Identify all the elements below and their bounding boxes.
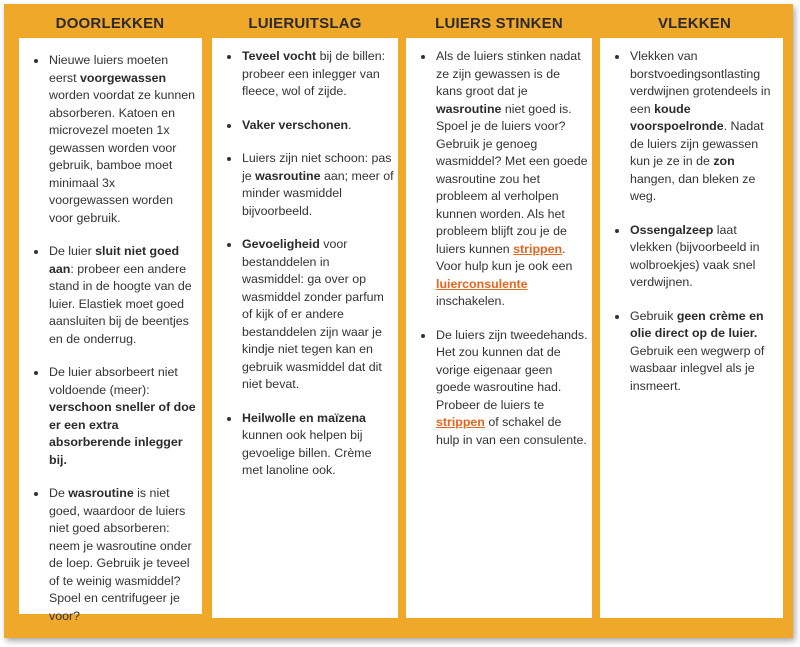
tips-list [19, 52, 202, 625]
tip-text: De luier [49, 244, 96, 258]
tip-text: : probeer een andere stand in de hoogte van de luier. Elastiek moet goed aansluiten bij de beentjes en de onderrug. [49, 261, 192, 346]
column-card [212, 38, 398, 618]
column-luieruitslag [208, 4, 402, 638]
link-strippen[interactable]: strippen [436, 415, 485, 429]
tip-text: kunnen ook helpen bij gevoelige billen. Crème met lanoline ook. [242, 428, 372, 477]
link-luierconsulente[interactable]: luierconsulente [436, 276, 528, 291]
tip-item [212, 410, 398, 480]
tip-item [212, 236, 398, 394]
tip-item [600, 308, 783, 396]
tip-text: inschakelen. [436, 294, 505, 308]
tip-item [19, 243, 202, 348]
tip-text: niet goed is. Spoel je de luiers voor? Gebruik je genoeg wasmiddel? Met een goede wasroutine zou het probleem al verholpen kunnen worden. Als het probleem blijft zou je de luiers kunnen [436, 101, 588, 256]
emphasis-text: zon [713, 154, 735, 168]
tip-item [19, 364, 202, 469]
tip-text: of schakel de hulp in van een consulente. [436, 415, 587, 447]
tip-text: Nieuwe luiers moeten eerst [49, 53, 169, 85]
tip-text: De luiers zijn tweedehands. Het zou kunnen dat de vorige eigenaar geen goede wasroutine had. Probeer de luiers te [436, 327, 588, 412]
tip-item [19, 485, 202, 625]
column-card [406, 38, 592, 618]
emphasis-text: wasroutine [68, 486, 134, 500]
link-strippen[interactable]: strippen [513, 241, 563, 256]
tips-list [212, 48, 398, 480]
column-title: LUIERS STINKEN [435, 15, 563, 32]
tip-item [406, 48, 592, 311]
tip-text: worden voordat ze kunnen absorberen. Katoen en microvezel moeten 1x gewassen worden voor gebruik, bamboe moet minimaal 3x voorgewassen worden voor gebruik. [49, 88, 196, 225]
tip-item [600, 48, 783, 206]
tip-text: voor bestanddelen in wasmiddel: ga over op wasmiddel zonder parfum of kijk of er andere bestanddelen zijn waar je kindje niet tegen kan en gebruik wasmiddel dat dit niet bevat. [242, 237, 384, 391]
tip-text: bij de billen: probeer een inlegger van fleece, wol of zijde. [242, 49, 386, 98]
tips-list [600, 48, 783, 395]
tip-text: . [348, 117, 352, 132]
emphasis-text: Vaker verschonen [242, 117, 349, 132]
tip-item [212, 150, 398, 220]
emphasis-text: sluit niet goed aan [49, 244, 180, 276]
emphasis-text: wasroutine [436, 101, 502, 116]
tip-text: hangen, dan bleken ze weg. [630, 171, 756, 203]
emphasis-text: koude voorspoelronde [630, 101, 724, 133]
emphasis-text: Ossengalzeep [630, 222, 714, 237]
emphasis-text: verschoon sneller of doe er een extra absorberende inlegger bij. [49, 400, 196, 467]
tip-text: De luier absorbeert niet voldoende (meer): [49, 365, 178, 397]
column-luiers-stinken [402, 4, 596, 638]
tip-item [19, 52, 202, 227]
tip-text: De [49, 486, 69, 500]
tip-text: aan; meer of minder wasmiddel bijvoorbeeld. [242, 168, 394, 218]
column-card [19, 38, 202, 623]
column-doorlekken [4, 4, 216, 638]
emphasis-text: geen crème en olie direct op de luier. [630, 308, 764, 340]
tip-text: Als de luiers stinken nadat ze zijn gewassen is de kans groot dat je [436, 49, 581, 98]
column-vlekken [596, 4, 793, 638]
tip-text: . Nadat de luiers zijn gewassen kun je ze in de [630, 119, 764, 168]
tip-text: laat vlekken (bijvoorbeeld in wolbroekjes) vaak snel verdwijnen. [630, 222, 760, 289]
tip-text: Luiers zijn niet schoon: pas je [242, 151, 392, 183]
tip-text: . Voor hulp kun je ook een [436, 241, 573, 273]
tip-item [212, 117, 398, 135]
tip-item [406, 327, 592, 450]
column-title: DOORLEKKEN [55, 15, 165, 32]
tips-list [406, 48, 592, 449]
tips-board [4, 4, 793, 638]
tip-text: Vlekken van borstvoedingsontlasting verdwijnen grotendeels in een [630, 49, 771, 116]
tip-item [212, 48, 398, 101]
tip-text: is niet goed, waardoor de luiers niet goed absorberen: neem je wasroutine onder de loep. Gebruik je teveel of te weinig wasmiddel? Spoel en centrifugeer je voor? [49, 486, 192, 623]
column-title: VLEKKEN [657, 15, 732, 32]
emphasis-text: wasroutine [255, 168, 321, 183]
emphasis-text: Teveel vocht [242, 49, 317, 63]
tip-text: Gebruik een wegwerp of wasbaar inlegvel als je insmeert. [630, 343, 765, 393]
emphasis-text: Heilwolle en maïzena [242, 410, 366, 425]
emphasis-text: Gevoeligheid [242, 237, 320, 251]
emphasis-text: voorgewassen [80, 70, 167, 85]
tip-item [600, 222, 783, 292]
column-card [600, 38, 783, 618]
tip-text: Gebruik [630, 308, 677, 323]
column-title: LUIERUITSLAG [248, 15, 362, 32]
